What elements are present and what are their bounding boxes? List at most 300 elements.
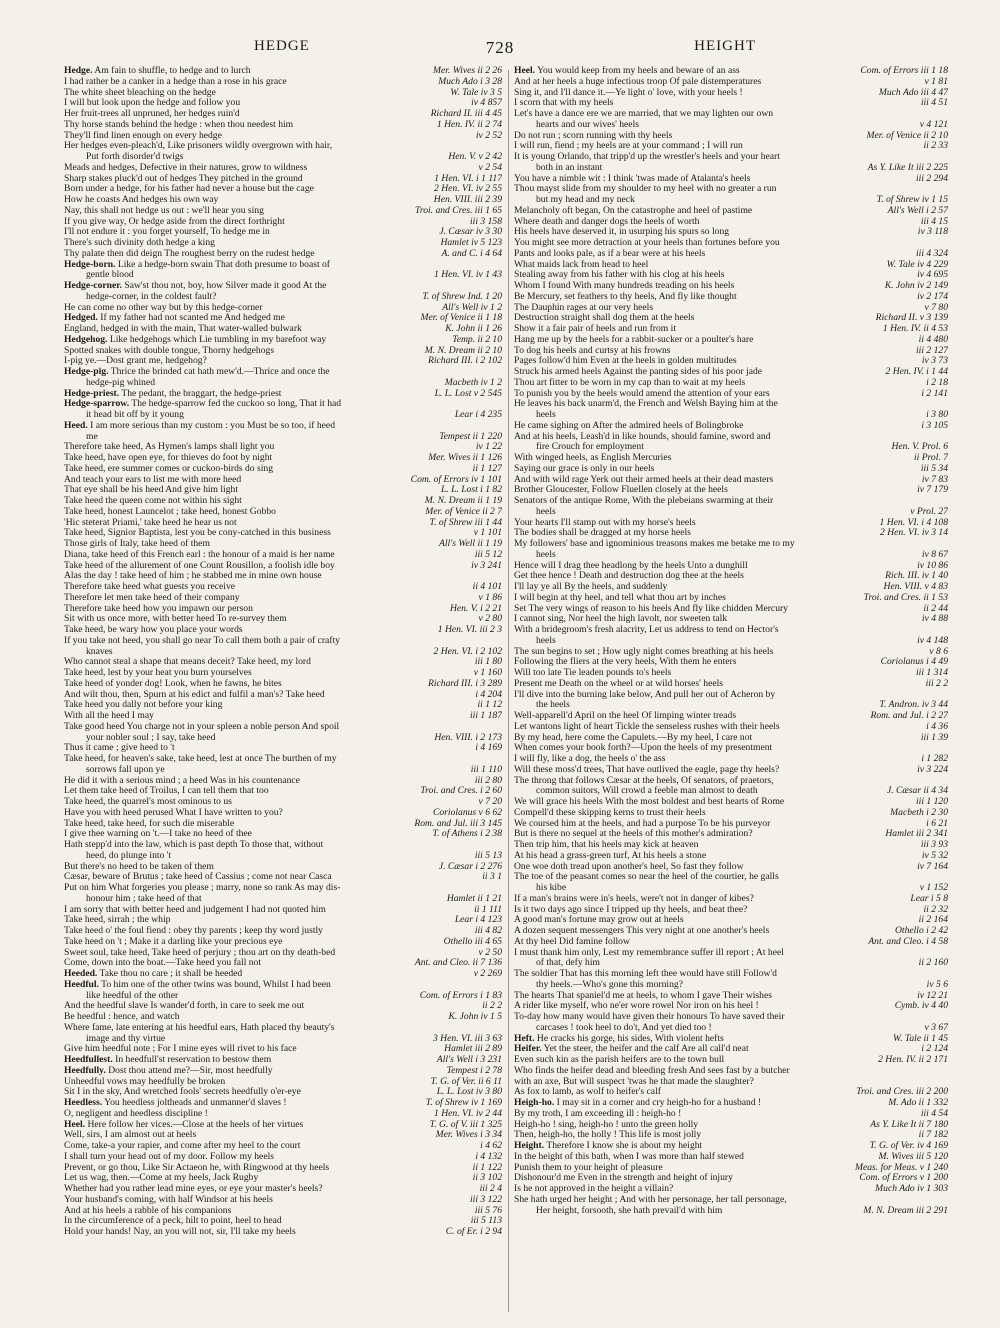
entry-reference: 2 Hen. VI. iv 3 14 [877,528,948,538]
page-number: 728 [485,38,515,57]
dictionary-entry [64,1087,502,1098]
dictionary-entry [514,152,948,163]
entry-quotation: You might see more detraction at your heels than fortunes before you [514,238,780,248]
dictionary-entry [514,743,948,754]
entry-quotation: Present me Death on the wheel or at wild horses' heels [514,678,724,689]
dictionary-entry [64,980,502,991]
entry-quotation: Take heed, have open eye, for thieves do foot by night [64,453,273,463]
entry-quotation: But is there no sequel at the heels of this mother's admiration? [514,829,753,840]
dictionary-entry [514,1120,948,1131]
entry-quotation: He did it with a serious mind ; a heed Was in his countenance [64,775,300,786]
entry-reference: iv 2 174 [914,292,948,302]
dictionary-entry [64,915,502,926]
entry-reference: Hamlet iv 5 123 [437,238,502,248]
entry-quotation: To dog his heels and curtsy at his frowns [514,345,671,356]
entry-reference: Tempest ii 1 220 [436,432,502,442]
entry-quotation: In heedfull'st reservation to bestow them [112,1055,272,1065]
entry-reference: Hamlet ii 1 21 [444,894,502,904]
dictionary-entry [64,507,502,518]
entry-quotation: Have you with heed perused What I have written to you? [64,807,283,818]
dictionary-entry [514,905,948,916]
entry-reference: Mer. of Venice ii 2 7 [422,507,502,517]
entry-quotation: Well, sirs, I am almost out at heels [64,1130,197,1141]
entry-quotation: I-pig ye.—Dost grant me, hedgehog? [64,356,207,367]
entry-reference: Com. of Errors iii 1 18 [857,66,948,76]
entry-quotation: Punish them to your height of pleasure [514,1162,663,1173]
entry-quotation: Her height, forsooth, she hath prevail'd with him [536,1205,723,1216]
entry-quotation: And the heedful slave Is wander'd forth, in care to seek me out [64,1001,305,1012]
dictionary-entry [64,829,502,840]
entry-reference: Richard III. i 2 102 [425,356,502,366]
entry-reference: i 4 36 [923,722,948,732]
dictionary-entry [64,378,502,389]
dictionary-entry [514,668,948,679]
entry-quotation: the heels [536,700,570,711]
entry-quotation: He cracks his gorge, his sides, With violent hefts [534,1033,724,1044]
entry-quotation: Put on him What forgeries you please ; marry, none so rank As may dis- [64,883,341,893]
entry-reference: 1 Hen. VI. iv 2 44 [431,1109,502,1119]
dictionary-entry [514,174,948,185]
entry-quotation: Her hedges even-pleach'd, Like prisoners wildly overgrown with hair, [64,141,333,152]
entry-reference: iv 1 22 [473,442,502,452]
entry-quotation: Thus it came ; give heed to 't [64,743,175,754]
entry-quotation: Therefore take heed what guests you receive [64,582,236,592]
dictionary-entry [64,1044,502,1055]
dictionary-entry [64,765,502,776]
entry-reference: iv 8 67 [919,550,948,560]
entry-reference: 2 Hen. IV. i 1 44 [883,367,948,377]
dictionary-entry [64,1195,502,1206]
dictionary-entry [64,969,502,980]
entry-reference: Richard III. i 3 289 [425,679,502,689]
dictionary-entry [514,786,948,797]
entry-reference: v 7 20 [476,797,502,807]
entry-quotation: of that, defy him [536,958,600,969]
entry-reference: i 4 62 [477,1141,502,1151]
dictionary-entry [64,109,502,120]
dictionary-entry [514,1077,948,1088]
entry-quotation: In the circumference of a peck, hilt to point, heel to head [64,1216,282,1227]
entry-quotation: Whom I found With many hundreds treading on his heels [514,281,735,291]
dictionary-entry [64,862,502,873]
dictionary-entry [64,1173,502,1184]
entry-quotation: One woe doth tread upon another's heel, So fast they follow [514,861,744,872]
entry-quotation: I may sit in a corner and cry heigh-ho for a husband ! [554,1098,762,1108]
entry-reference: iv 4 857 [468,98,502,108]
dictionary-entry [64,582,502,593]
entry-reference: iv 5 32 [919,851,948,861]
entry-reference: iii 5 113 [468,1216,502,1226]
entry-reference: i 2 18 [923,378,948,388]
entry-quotation: Take heed of the allurement of one Count Rousillon, a foolish idle boy [64,560,335,571]
dictionary-entry [64,399,502,410]
dictionary-entry [514,958,948,969]
entry-quotation: And teach your ears to list me with more heed [64,474,242,485]
dictionary-entry [514,303,948,314]
dictionary-entry [514,410,948,421]
dictionary-entry [64,389,502,400]
dictionary-entry [514,88,948,99]
right-column [514,66,948,1316]
entry-quotation: Pants and looks pale, as if a bear were at his heels [514,248,706,259]
entry-quotation: Destruction straight shall dog them at the heels [514,313,695,324]
entry-quotation: At thy heel Did famine follow [514,936,630,947]
entry-reference: v 1 101 [471,528,502,538]
entry-reference: i 2 124 [918,1044,948,1054]
dictionary-entry [514,872,948,883]
entry-reference: M. N. Dream ii 2 10 [422,346,502,356]
dictionary-entry [514,1184,948,1195]
dictionary-entry [64,270,502,281]
dictionary-entry [64,657,502,668]
dictionary-entry [64,668,502,679]
entry-quotation: carcases ! took heel to do't, And yet died too ! [536,1022,712,1033]
entry-reference: Othello iii 4 65 [441,937,502,947]
dictionary-entry [64,948,502,959]
entry-headword: Hedgehog. [64,334,108,345]
entry-reference: K. John iv 2 149 [882,281,948,291]
dictionary-entry [514,507,948,518]
entry-reference: Rom. and Jul. iii 3 145 [411,819,502,829]
dictionary-entry [514,389,948,400]
entry-quotation: I had rather be a canker in a hedge than a rose in his grace [64,76,287,87]
dictionary-entry [514,120,948,131]
entry-quotation: hearts and our wives' heels [536,119,639,130]
dictionary-entry [64,958,502,969]
entry-reference: iii 5 76 [472,1206,502,1216]
dictionary-entry [514,754,948,765]
entry-quotation: Sit with us once more, with better heed To re-survey them [64,614,287,625]
entry-quotation: I scorn that with my heels [514,98,614,109]
entry-quotation: A dozen sequent messengers This very night at one another's heels [514,926,770,936]
entry-quotation: me [86,431,98,442]
entry-quotation: To him one of the other twins was bound, Whilst I had been [98,979,331,990]
entry-reference: Lear i 4 235 [452,410,502,420]
entry-quotation: The Dauphin rages at our very heels [514,302,654,313]
dictionary-entry [64,604,502,615]
dictionary-entry [514,1206,948,1217]
entry-reference: T. of Athens i 2 38 [430,829,502,839]
entry-quotation: common suitors, Will crowd a feeble man almost to death [536,786,758,797]
entry-quotation: Heigh-ho ! sing, heigh-ho ! unto the green holly [514,1119,699,1130]
dictionary-entry [514,840,948,851]
entry-reference: ii 1 12 [474,700,502,710]
entry-quotation: Take heed of yonder dog! Look, when he fawns, he bites [64,678,282,689]
entry-quotation: Pages follow'd him Even at the heels in golden multitudes [514,356,737,367]
entry-reference: v 1 152 [917,883,948,893]
entry-reference: v 7 80 [922,303,948,313]
entry-quotation: If you take not heed, you shall go near To call them both a pair of crafty [64,635,340,646]
dictionary-entry [514,819,948,830]
entry-quotation: Be heedful : hence, and watch [64,1012,180,1022]
entry-quotation: Compell'd these skipping kerns to trust their heels [514,807,706,818]
dictionary-entry [64,120,502,131]
entry-reference: i 4 169 [472,743,502,753]
entry-reference: L. L. Lost i 1 82 [438,485,502,495]
entry-quotation: Take heed, Signior Baptista, lest you be cony-catched in this business [64,528,331,539]
entry-quotation: Take heed, lest by your heat you burn yourselves [64,668,252,678]
dictionary-entry [514,700,948,711]
entry-quotation: Dishonour'd me Even in the strength and height of injury [514,1173,733,1184]
entry-quotation: Take thou no care ; it shall be heeded [97,969,243,979]
entry-reference: Coriolanus v 6 62 [430,808,502,818]
dictionary-entry [64,206,502,217]
entry-quotation: And at his heels, Leash'd in like hounds, should famine, sword and [514,431,771,442]
entry-quotation: Those girls of Italy, take heed of them [64,539,210,549]
entry-reference: iii 1 314 [913,668,948,678]
entry-reference: ii 3 102 [470,1173,502,1183]
entry-reference: v 2 80 [476,614,502,624]
entry-reference: Mer. Wives ii 1 126 [425,453,502,463]
dictionary-entry [514,496,948,507]
dictionary-entry [514,475,948,486]
dictionary-entry [514,1001,948,1012]
dictionary-entry [514,260,948,271]
entry-reference: i 4 204 [472,690,502,700]
entry-reference: v 1 81 [922,77,948,87]
entry-quotation: heed, do plunge into 't [86,850,172,861]
entry-quotation: I am sorry that with better heed and judgement I had not quoted him [64,904,326,915]
entry-reference: 1 Hen. VI. i 4 108 [877,518,948,528]
entry-quotation: With all the heed I may [64,711,154,721]
entry-quotation: A good man's fortune may grow out at heels [514,915,684,926]
entry-quotation: Take heed, sirrah ; the whip [64,915,171,926]
entry-quotation: The hearts That spaniel'd me at heels, to whom I gave Their wishes [514,990,772,1001]
dictionary-entry [514,937,948,948]
entry-reference: 1 Hen. VI. i 1 117 [431,174,502,184]
dictionary-entry [64,647,502,658]
dictionary-entry [64,1120,502,1131]
entry-reference: iv 7 164 [914,862,948,872]
entry-reference: W. Tale ii 1 45 [890,1034,948,1044]
entry-reference: ii 2 2 [479,1001,502,1011]
entry-headword: Hedge-corner. [64,281,122,291]
dictionary-entry [64,786,502,797]
dictionary-entry [514,421,948,432]
entry-quotation: image and thy virtue [86,1033,166,1044]
entry-quotation: Is it two days ago since I tripped up thy heels, and beat thee? [514,904,748,915]
dictionary-entry [64,937,502,948]
dictionary-entry [514,733,948,744]
dictionary-entry [514,1066,948,1077]
entry-reference: 1 Hen. IV. ii 4 53 [880,324,948,334]
entry-quotation: Diana, take heed of this French earl : the honour of a maid is her name [64,549,335,560]
dictionary-entry [514,528,948,539]
entry-reference: Othello i 2 42 [892,926,948,936]
entry-reference: All's Well ii 1 19 [436,539,502,549]
entry-quotation: fire Crouch for employment [536,442,644,453]
entry-quotation: Set The very wings of reason to his heels And fly like chidden Mercury [514,603,788,614]
dictionary-entry [514,604,948,615]
dictionary-entry [64,636,502,647]
entry-reference: K. John iv 1 5 [445,1012,502,1022]
entry-quotation: I give thee warning on 't.—I take no heed of thee [64,829,252,840]
entry-reference: J. Cæsar iv 3 30 [436,227,502,237]
entry-quotation: Saying our grace is only in our heels [514,463,655,474]
entry-quotation: I will begin at thy heel, and tell what thou art by inches [514,592,726,603]
entry-quotation: Therefore take heed, As Hymen's lamps shall light you [64,442,275,453]
entry-reference: Mer. of Venice ii 1 18 [417,313,502,323]
dictionary-entry [514,442,948,453]
dictionary-entry [514,571,948,582]
entry-quotation: The toe of the peasant comes so near the heel of the courtier, he galls [514,872,779,883]
dictionary-entry [514,636,948,647]
dictionary-entry [64,432,502,443]
dictionary-entry [64,528,502,539]
entry-reference: iii 4 324 [913,249,948,259]
entry-reference: Troi. and Cres. iii 2 200 [853,1087,948,1097]
dictionary-entry [64,1034,502,1045]
entry-quotation: If you give way, Or hedge aside from the direct forthright [64,216,285,227]
dictionary-entry [514,991,948,1002]
entry-quotation: But there's no heed to be taken of them [64,861,214,872]
entry-quotation: I am more serious than my custom : you Must be so too, if heed [87,420,335,431]
dictionary-entry [514,829,948,840]
dictionary-entry [514,313,948,324]
entry-reference: i 4 132 [472,1152,502,1162]
entry-quotation: And wilt thou, then, Spurn at his edict and fulfil a man's? Take heed [64,689,325,700]
dictionary-entry [514,98,948,109]
dictionary-entry [514,195,948,206]
entry-reference: Much Ado i 3 28 [435,77,502,87]
entry-reference: 1 Hen. IV. ii 2 74 [434,120,502,130]
dictionary-entry [514,1141,948,1152]
entry-reference: Com. of Errors iv 1 101 [408,475,502,485]
header-right-keyword: HEIGHT [694,38,756,54]
entry-quotation: hedge-corner, in the coldest fault? [86,291,217,302]
dictionary-entry [64,496,502,507]
dictionary-entry [64,410,502,421]
entry-quotation: Nay, this shall not hedge us out : we'll hear you sing [64,205,264,216]
entry-reference: Richard II. v 3 139 [873,313,948,323]
dictionary-entry [64,131,502,142]
entry-reference: As Y. Like It iii 2 225 [865,163,948,173]
dictionary-entry [514,582,948,593]
entry-reference: v 1 86 [476,593,502,603]
entry-quotation: Take heed, honest Launcelot ; take heed, honest Gobbo [64,506,276,517]
entry-quotation: Take good heed You charge not in your spleen a noble person And spoil [64,721,340,732]
entry-quotation: Your hearts I'll stamp out with my horse's heels [514,517,696,528]
entry-reference: Rom. and Jul. i 2 27 [867,711,948,721]
entry-reference: L. L. Lost iv 3 80 [434,1087,502,1097]
dictionary-entry [514,281,948,292]
entry-reference: All's Well iv 1 2 [439,303,502,313]
entry-reference: W. Tale iv 3 5 [447,88,502,98]
dictionary-entry [514,969,948,980]
dictionary-entry [514,485,948,496]
dictionary-entry [64,217,502,228]
dictionary-entry [64,722,502,733]
entry-headword: Heel. [64,1119,86,1130]
entry-quotation: honour him ; take heed of that [86,893,202,904]
entry-reference: iii 3 158 [467,217,502,227]
entry-quotation: Come, down into the boat.—Take heed you fall not [64,958,262,969]
entry-quotation: Melancholy oft began, On the catastrophe and heel of pastime [514,205,753,216]
dictionary-entry [514,378,948,389]
entry-reference: Lear i 4 123 [452,915,502,925]
entry-quotation: Thrice the brinded cat hath mew'd.—Thrice and once the [108,367,330,377]
entry-reference: i 3 80 [923,410,948,420]
entry-reference: iii 1 120 [913,797,948,807]
dictionary-entry [514,206,948,217]
dictionary-entry [64,227,502,238]
entry-reference: ii 7 182 [916,1130,948,1140]
entry-quotation: If my father had not scanted me And hedged me [97,313,285,324]
entry-quotation: Take heed, take heed, for such die miserable [64,818,235,829]
entry-reference: iv 2 52 [473,131,502,141]
dictionary-entry [64,1184,502,1195]
entry-headword: Hedge-born. [64,259,116,270]
dictionary-entry [514,335,948,346]
dictionary-entry [64,711,502,722]
entry-reference: Com. of Errors i 1 83 [417,991,502,1001]
entry-reference: All's Well i 2 57 [885,206,948,216]
entry-quotation: your nobler soul ; I say, take heed [86,732,216,743]
entry-reference: Coriolanus i 4 49 [878,657,948,667]
entry-quotation: Therefore let men take heed of their company [64,592,240,603]
entry-quotation: thy heels.—Who's gone this morning? [536,979,683,990]
dictionary-entry [514,432,948,443]
entry-quotation: Prevent, or go thou, Like Sir Actaeon he, with Ringwood at thy heels [64,1162,330,1173]
entry-reference: All's Well i 3 231 [434,1055,502,1065]
entry-reference: ii 2 44 [920,604,948,614]
dictionary-entry [64,98,502,109]
entry-quotation: Then, heigh-ho, the holly ! This life is most jolly [514,1130,702,1141]
entry-reference: i 2 141 [918,389,948,399]
entry-quotation: I will but look upon the hedge and follow you [64,98,241,109]
entry-quotation: A rider like myself, who ne'er wore rowel Nor iron on his heel ! [514,1001,759,1012]
entry-reference: iv 4 148 [914,636,948,646]
entry-quotation: Take heed, be wary how you place your words [64,625,243,635]
dictionary-entry [514,1130,948,1141]
dictionary-entry [514,647,948,658]
dictionary-entry [64,561,502,572]
entry-reference: Much Ado iv 1 303 [872,1184,948,1194]
entry-quotation: Let's have a dance ere we are married, that we may lighten our own [514,109,774,119]
entry-quotation: like heedful of the other [86,990,179,1001]
entry-reference: iv 3 118 [915,227,948,237]
page-header [64,38,936,62]
entry-quotation: That eye shall be his heed And give him light [64,485,238,496]
entry-reference: iii 3 122 [467,1195,502,1205]
entry-quotation: Stealing away from his father with his clog at his heels [514,270,725,281]
dictionary-entry [514,915,948,926]
dictionary-entry [64,88,502,99]
entry-reference: iii 1 80 [472,657,502,667]
dictionary-entry [64,303,502,314]
dictionary-entry [64,453,502,464]
entry-reference: Troi. and Cres. i 2 60 [417,786,502,796]
header-left-keyword: HEDGE [254,38,310,54]
dictionary-entry [64,238,502,249]
dictionary-entry [64,1055,502,1066]
entry-quotation: Following the fliers at the very heels, With them he enters [514,657,737,668]
entry-reference: T. Andron. iv 3 44 [876,700,948,710]
entry-quotation: Take heed, for heaven's sake, take heed, lest at once The burthen of my [64,754,337,764]
entry-reference: v 2 269 [471,969,502,979]
entry-reference: Ant. and Cleo. i 4 58 [865,937,948,947]
dictionary-entry [64,1098,502,1109]
entry-quotation: but my head and my neck [536,195,635,205]
entry-quotation: Like a hedge-born swain That doth presume to boast of [115,259,330,270]
entry-reference: 2 Hen. VI. iv 2 55 [431,184,502,194]
entry-quotation: The white sheet bleaching on the hedge [64,87,216,98]
entry-quotation: By my troth, I am exceeding ill : heigh-ho ! [514,1108,682,1119]
dictionary-entry [514,1087,948,1098]
entry-reference: iv 3 241 [468,561,502,571]
entry-quotation: Come, take-a your rapier, and come after my heel to the court [64,1141,301,1151]
entry-quotation: Her fruit-trees all unpruned, her hedges ruin'd [64,109,240,119]
